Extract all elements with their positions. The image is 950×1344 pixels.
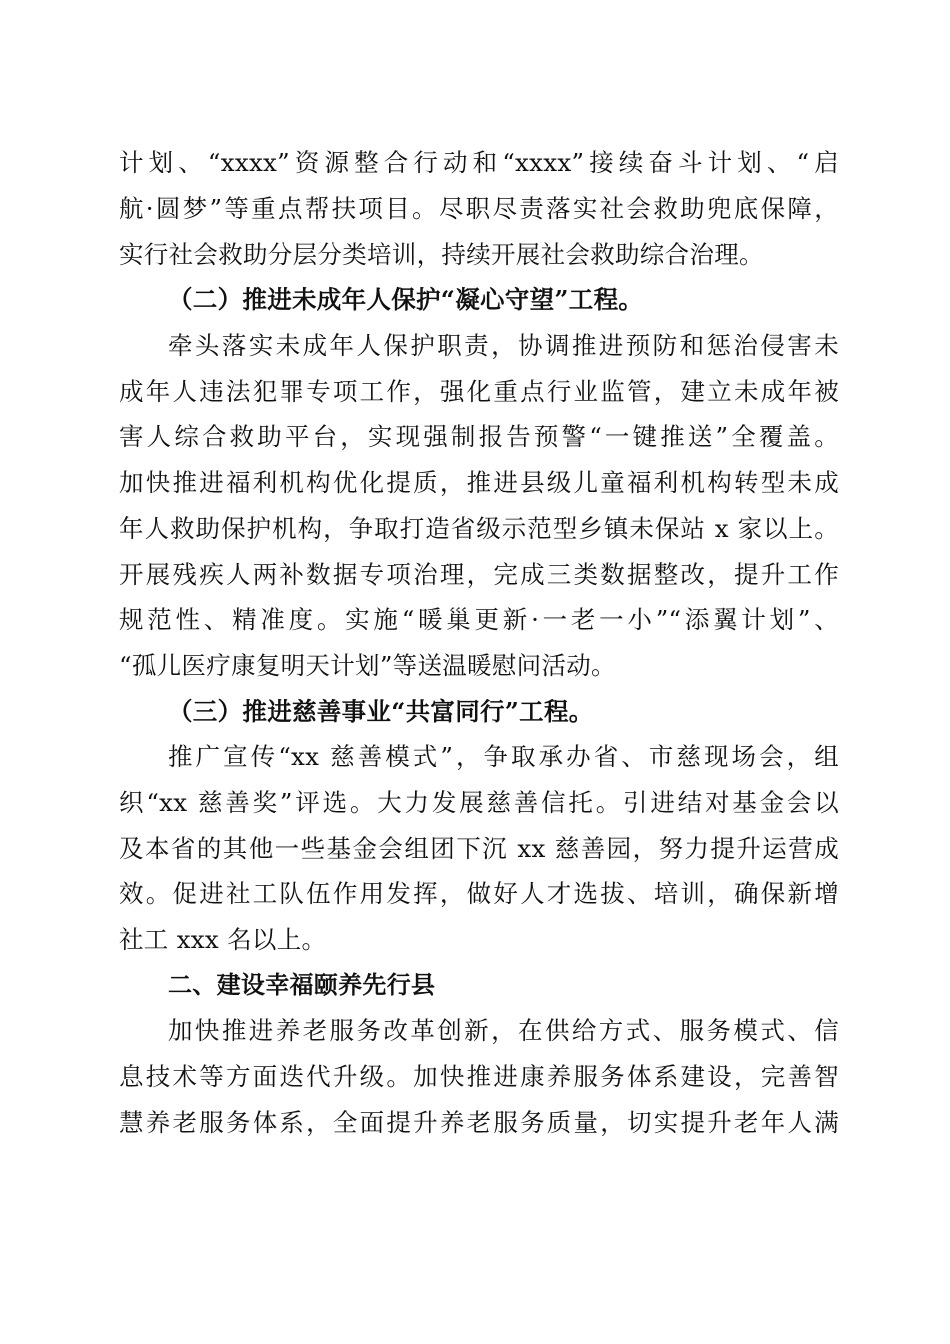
body-text-line: “孤儿医疗康复明天计划”等送温暖慰问活动。 <box>119 651 616 680</box>
section-heading: 二、建设幸福颐养先行县 <box>168 971 436 999</box>
section-subheading: （三）推进慈善事业“共富同行”工程。 <box>168 697 594 726</box>
body-text-line: 效。促进社工队伍作用发挥，做好人才选拔、培训，确保新增 <box>119 879 839 908</box>
body-text-line: 社工 xxx 名以上。 <box>119 925 327 954</box>
body-text-line: 开展残疾人两补数据专项治理，完成三类数据整改，提升工作 <box>119 560 839 589</box>
body-text-line: 加快推进福利机构优化提质，推进县级儿童福利机构转型未成 <box>119 468 839 497</box>
body-text-line: 实行社会救助分层分类培训，持续开展社会救助综合治理。 <box>119 240 764 269</box>
body-text-line: 慧养老服务体系，全面提升养老服务质量，切实提升老年人满 <box>119 1108 839 1137</box>
body-text-line: 航·圆梦”等重点帮扶项目。尽职尽责落实社会救助兜底保障， <box>119 194 839 223</box>
paragraph-first-line: 推广宣传“xx 慈善模式”，争取承办省、市慈现场会，组 <box>168 742 839 771</box>
paragraph-first-line: 牵头落实未成年人保护职责，协调推进预防和惩治侵害未 <box>168 331 839 360</box>
body-text-line: 规范性、精准度。实施“暖巢更新·一老一小”“添翼计划”、 <box>119 605 839 634</box>
body-text-line: 成年人违法犯罪专项工作，强化重点行业监管，建立未成年被 <box>119 377 839 406</box>
paragraph-first-line: 加快推进养老服务改革创新，在供给方式、服务模式、信 <box>168 1016 839 1045</box>
body-text-line: 织“xx 慈善奖”评选。大力发展慈善信托。引进结对基金会以 <box>119 788 839 817</box>
body-text-line: 害人综合救助平台，实现强制报告预警“一键推送”全覆盖。 <box>119 422 839 451</box>
section-subheading: （二）推进未成年人保护“凝心守望”工程。 <box>168 285 644 314</box>
body-text-line: 计划、“xxxx”资源整合行动和“xxxx”接续奋斗计划、“启 <box>119 148 839 177</box>
body-text-line: 及本省的其他一些基金会组团下沉 xx 慈善园，努力提升运营成 <box>119 834 839 863</box>
body-text-line: 年人救助保护机构，争取打造省级示范型乡镇未保站 x 家以上。 <box>119 514 839 543</box>
body-text-line: 息技术等方面迭代升级。加快推进康养服务体系建设，完善智 <box>119 1062 839 1091</box>
